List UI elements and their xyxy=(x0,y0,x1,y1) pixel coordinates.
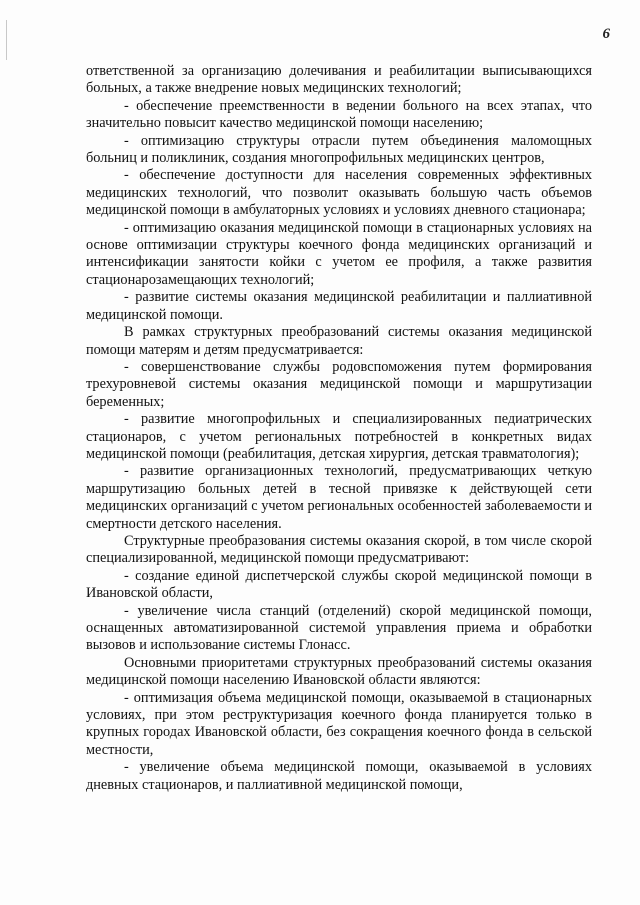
bullet-item: - развитие многопрофильных и специализированных педиатрических стационаров, с учетом региональных потребностей в конкретных видах медицинской помощи (реабилитация, детская хирургия, детская травматология); xyxy=(86,411,592,462)
bullet-item: - развитие системы оказания медицинской реабилитации и паллиативной медицинской помощи. xyxy=(86,289,592,323)
bullet-item: - обеспечение доступности для населения современных эффективных медицинских технологий, что позволит оказывать большую часть объемов медицинской помощи в амбулаторных условиях и условиях дневного стационара; xyxy=(86,167,592,219)
scan-margin-mark xyxy=(6,20,7,60)
bullet-item: - развитие организационных технологий, предусматривающих четкую маршрутизацию больных детей в тесной привязке к действующей сети медицинских организаций с учетом региональных особенностей заболеваемости и смертности детского населения. xyxy=(86,463,592,532)
paragraph: ответственной за организацию долечивания и реабилитации выписывающихся больных, а также внедрение новых медицинских технологий; xyxy=(86,63,592,97)
bullet-item: - оптимизацию оказания медицинской помощи в стационарных условиях на основе оптимизации структуры коечного фонда медицинских организаций и интенсификации занятости койки с учетом ее профиля, а также развития стационарозамещающих технологий; xyxy=(86,219,592,288)
bullet-item: - оптимизацию структуры отрасли путем объединения маломощных больниц и поликлиник, создания многопрофильных медицинских центров, xyxy=(86,132,592,167)
bullet-item: - создание единой диспетчерской службы скорой медицинской помощи в Ивановской области, xyxy=(86,567,592,602)
page-number: 6 xyxy=(602,26,610,42)
paragraph: В рамках структурных преобразований системы оказания медицинской помощи матерям и детям предусматривается: xyxy=(86,324,592,358)
body-text xyxy=(86,63,592,794)
bullet-item: - увеличение числа станций (отделений) скорой медицинской помощи, оснащенных автоматизированной системой управления приема и обработки вызовов и использование системы Глонасс. xyxy=(86,602,592,654)
bullet-item: - оптимизация объема медицинской помощи, оказываемой в стационарных условиях, при этом реструктуризация коечного фонда планируется только в крупных городах Ивановской области, без сокращения коечного фонда в сельской местности, xyxy=(86,689,592,758)
bullet-item: - увеличение объема медицинской помощи, оказываемой в условиях дневных стационаров, и паллиативной медицинской помощи, xyxy=(86,759,592,793)
bullet-item: - обеспечение преемственности в ведении больного на всех этапах, что значительно повысит качество медицинской помощи населению; xyxy=(86,97,592,132)
paragraph: Основными приоритетами структурных преобразований системы оказания медицинской помощи населению Ивановской области являются: xyxy=(86,654,592,689)
bullet-item: - совершенствование службы родовспоможения путем формирования трехуровневой системы оказания медицинской помощи и маршрутизации беременных; xyxy=(86,358,592,410)
paragraph: Структурные преобразования системы оказания скорой, в том числе скорой специализированной, медицинской помощи предусматривают: xyxy=(86,532,592,567)
